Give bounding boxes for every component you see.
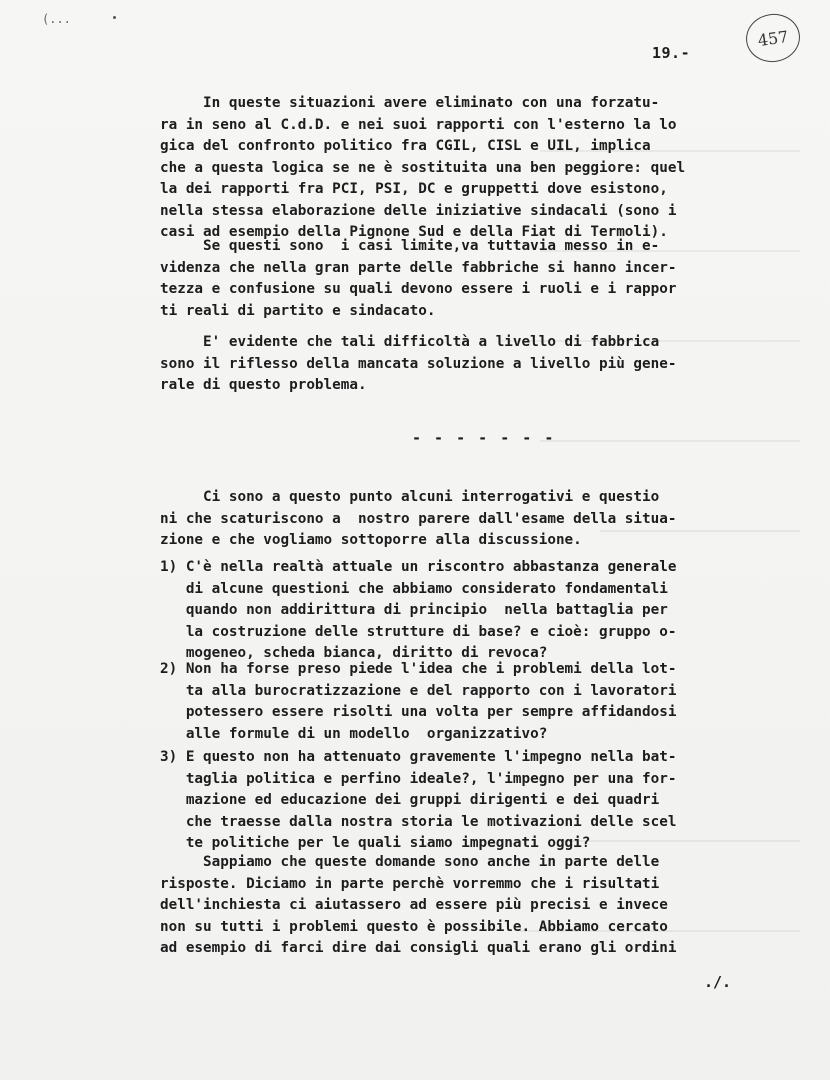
- text-line: videnza che nella gran parte delle fabbriche si hanno incer-: [160, 259, 677, 276]
- text-line: zione e che vogliamo sottoporre alla discussione.: [160, 532, 582, 548]
- text-line: rale di questo problema.: [160, 377, 367, 393]
- text-line: 2) Non ha forse preso piede l'idea che i problemi della lot-: [160, 661, 677, 677]
- text-line: sono il riflesso della mancata soluzione a livello più gene-: [160, 355, 677, 372]
- text-line: 1) C'è nella realtà attuale un riscontro abbastanza generale: [160, 559, 677, 575]
- section-divider: - - - - - - -: [412, 429, 556, 447]
- text-line: 3) E questo non ha attenuato gravemente l'impegno nella bat-: [160, 749, 677, 765]
- text-line: ta alla burocratizzazione e del rapporto con i lavoratori: [160, 682, 677, 699]
- text-line: E' evidente che tali difficoltà a livello di fabbrica: [160, 334, 660, 350]
- text-line: la dei rapporti fra PCI, PSI, DC e gruppetti dove esistono,: [160, 181, 668, 197]
- paragraph-4: [160, 487, 752, 552]
- text-line: mazione ed educazione dei gruppi dirigenti e dei quadri: [160, 792, 660, 808]
- ink-dot: [113, 16, 116, 19]
- text-line: ra in seno al C.d.D. e nei suoi rapporti con l'esterno la lo: [160, 116, 677, 133]
- paragraph-2: [160, 236, 752, 322]
- text-line: ti reali di partito e sindacato.: [160, 302, 436, 319]
- question-2: [160, 659, 752, 745]
- text-line: Sappiamo che queste domande sono anche in parte delle: [160, 854, 660, 870]
- corner-mark: (...: [42, 12, 71, 26]
- text-line: potessero essere risolti una volta per sempre affidandosi: [160, 704, 677, 720]
- text-line: ni che scaturiscono a nostro parere dall'esame della situa-: [160, 510, 677, 527]
- text-line: te politiche per le quali siamo impegnati oggi?: [160, 835, 591, 851]
- text-line: tezza e confusione su quali devono essere i ruoli e i rappor: [160, 281, 677, 297]
- text-line: nella stessa elaborazione delle iniziative sindacali (sono i: [160, 202, 677, 219]
- page-number: 19.-: [652, 44, 691, 62]
- paragraph-5: [160, 852, 752, 960]
- text-line: taglia politica e perfino ideale?, l'impegno per una for-: [160, 770, 677, 787]
- text-line: In queste situazioni avere eliminato con una forzatu-: [160, 95, 660, 111]
- text-line: non su tutti i problemi questo è possibile. Abbiamo cercato: [160, 918, 668, 935]
- text-line: gica del confronto politico fra CGIL, CISL e UIL, implica: [160, 138, 651, 154]
- text-line: di alcune questioni che abbiamo considerato fondamentali: [160, 580, 668, 597]
- paragraph-1: [160, 93, 752, 244]
- question-1: [160, 557, 752, 665]
- text-line: mogeneo, scheda bianca, diritto di revoca?: [160, 645, 548, 661]
- text-line: ad esempio di farci dire dai consigli quali erano gli ordini: [160, 940, 677, 956]
- text-line: che traesse dalla nostra storia le motivazioni delle scel: [160, 813, 677, 830]
- archive-stamp: 457: [743, 10, 803, 65]
- text-line: alle formule di un modello organizzativo?: [160, 725, 548, 742]
- text-line: risposte. Diciamo in parte perchè vorremmo che i risultati: [160, 875, 660, 892]
- text-line: casi ad esempio della Pignone Sud e della Fiat di Termoli).: [160, 224, 668, 240]
- question-3: [160, 747, 752, 855]
- text-line: che a questa logica se ne è sostituita una ben peggiore: quel: [160, 159, 686, 176]
- text-line: la costruzione delle strutture di base? e cioè: gruppo o-: [160, 623, 677, 640]
- paragraph-3: [160, 332, 752, 397]
- continuation-mark: ./.: [704, 973, 732, 991]
- text-line: dell'inchiesta ci aiutassero ad essere più precisi e invece: [160, 897, 668, 913]
- text-line: Se questi sono i casi limite,va tuttavia messo in e-: [160, 238, 660, 254]
- text-line: quando non addirittura di principio nella battaglia per: [160, 602, 668, 618]
- text-line: Ci sono a questo punto alcuni interrogativi e questio: [160, 489, 660, 505]
